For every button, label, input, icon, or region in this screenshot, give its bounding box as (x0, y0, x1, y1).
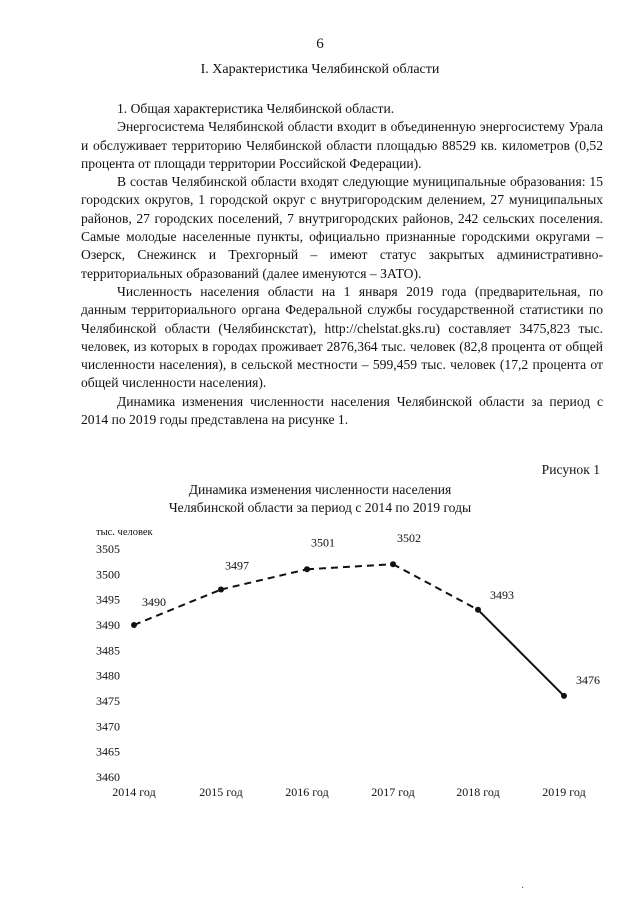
y-tick-label: 3475 (96, 694, 120, 708)
paragraph-municipalities: В состав Челябинской области входят следующие муниципальные образования: 15 городских округов, 1 городской округ с внутригородским делением, 27 муниципальных районов, 27 городских поселений, 7 внутригородских районов, 242 сельских поселения. Самые молодые населенные пункты, официально признанные городскими округами – Озерск, Снежинск и Трехгорный – имеют статус закрытых административно-территориальных образований (далее именуются – ЗАТО). (81, 174, 603, 281)
y-tick-label: 3465 (96, 744, 120, 759)
page-number: 6 (316, 36, 324, 52)
x-tick-labels (112, 785, 585, 799)
x-tick-label: 2014 год (112, 785, 156, 799)
data-label: 3493 (490, 587, 514, 602)
figure-label: Рисунок 1 (541, 462, 600, 477)
data-points (131, 558, 567, 699)
y-axis-unit-label: тыс. человек (96, 527, 153, 538)
chart-title (0, 481, 640, 517)
y-tick-label: 3485 (96, 643, 120, 658)
x-tick-label: 2019 год (542, 785, 586, 799)
y-tick-label: 3505 (96, 542, 120, 556)
data-point (561, 693, 567, 699)
document-body (81, 100, 603, 429)
data-label: 3490 (142, 595, 166, 609)
chart-title-line-1: Динамика изменения численности населения (188, 482, 452, 497)
data-point (304, 566, 310, 572)
y-tick-label: 3500 (96, 567, 120, 582)
data-label: 3497 (225, 558, 249, 573)
y-tick-label: 3480 (96, 668, 120, 683)
data-point (131, 622, 137, 628)
chart-title-line-2: Челябинской области за период с 2014 по 2019 годы (168, 500, 472, 515)
line-segment (307, 564, 393, 569)
section-heading: I. Характеристика Челябинской области (200, 62, 440, 77)
data-label: 3501 (311, 535, 335, 550)
y-tick-label: 3495 (96, 592, 120, 607)
line-segment (478, 610, 564, 696)
population-line-chart (0, 515, 640, 805)
line-segment (393, 564, 478, 610)
paragraph-population: Численность населения области на 1 января 2019 года (предварительная, по данным территориального органа Федеральной службы государственной статистики по Челябинской области (Челябинскстат), http://chelstat.gks.ru) составляет 3475,823 тыс. человек, из которых в городах проживает 2876,364 тыс. человек (82,8 процента от общей численности населения), в сельской местности – 599,459 тыс. человек (17,2 процента от общей численности населения). (81, 283, 603, 391)
data-point (218, 587, 224, 593)
y-tick-label: 3470 (96, 719, 120, 734)
y-tick-labels (96, 542, 120, 784)
y-tick-label: 3460 (96, 770, 120, 784)
paragraph-energy-system: Энергосистема Челябинской области входит в объединенную энергосистему Урала и обслуживает территорию Челябинской области площадью 88529 кв. километров (0,52 процента от площади территории Российской Федерации). (81, 119, 603, 171)
x-tick-label: 2018 год (456, 785, 500, 799)
data-point (390, 561, 396, 567)
x-tick-label: 2016 год (285, 785, 329, 799)
paragraph-dynamics: Динамика изменения численности населения Челябинской области за период с 2014 по 2019 годы представлена на рисунке 1. (81, 393, 603, 428)
x-tick-label: 2015 год (199, 785, 243, 799)
x-tick-label: 2017 год (371, 785, 415, 799)
data-label: 3502 (397, 531, 421, 546)
paragraph-general-characteristics: 1. Общая характеристика Челябинской области. (117, 101, 395, 116)
series-line (134, 564, 564, 696)
data-point (475, 607, 481, 613)
y-tick-label: 3490 (96, 618, 120, 632)
page-footer-mark: · (521, 883, 525, 894)
data-label: 3476 (576, 672, 600, 687)
